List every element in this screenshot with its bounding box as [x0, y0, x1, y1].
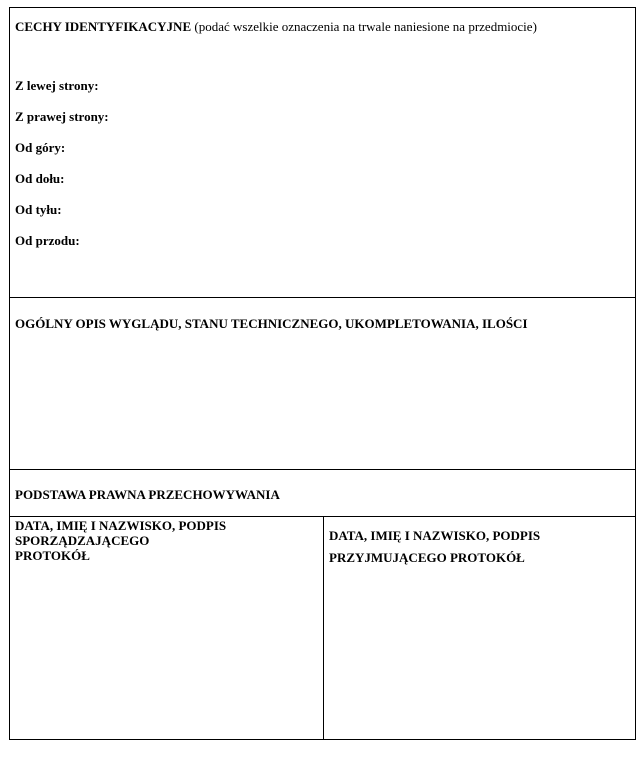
description-heading: OGÓLNY OPIS WYGLĄDU, STANU TECHNICZNEGO, UKOMPLETOWANIA, ILOŚCI: [15, 316, 528, 331]
identification-title: CECHY IDENTYFIKACYJNE: [15, 19, 192, 34]
receiver-line-1: DATA, IMIĘ I NAZWISKO, PODPIS: [329, 528, 541, 543]
preparer-signature-label: [15, 518, 226, 563]
side-right-label: Z prawej strony:: [15, 109, 109, 124]
preparer-signature-cell: [10, 517, 324, 739]
identification-sides-list: [15, 78, 109, 264]
preparer-line-1: DATA, IMIĘ I NAZWISKO, PODPIS: [15, 518, 227, 533]
receiver-signature-cell: [324, 517, 635, 739]
identification-heading: [15, 19, 537, 35]
identification-note: (podać wszelkie oznaczenia na trwale naniesione na przedmiocie): [191, 19, 537, 34]
legal-basis-heading: PODSTAWA PRAWNA PRZECHOWYWANIA: [15, 487, 280, 502]
protocol-form: [9, 7, 636, 740]
signatures-section: [10, 517, 635, 739]
side-top-label: Od góry:: [15, 140, 66, 155]
description-section: [10, 298, 635, 470]
receiver-line-2: PRZYJMUJĄCEGO PROTOKÓŁ: [329, 550, 525, 565]
side-front-label: Od przodu:: [15, 233, 80, 248]
legal-basis-section: [10, 470, 635, 517]
preparer-line-2: SPORZĄDZAJĄCEGO: [15, 533, 150, 548]
identification-section: [10, 8, 635, 298]
side-back-label: Od tyłu:: [15, 202, 62, 217]
side-bottom-label: Od dołu:: [15, 171, 65, 186]
side-left-label: Z lewej strony:: [15, 78, 99, 93]
preparer-line-3: PROTOKÓŁ: [15, 548, 90, 563]
receiver-signature-label: [329, 525, 540, 569]
